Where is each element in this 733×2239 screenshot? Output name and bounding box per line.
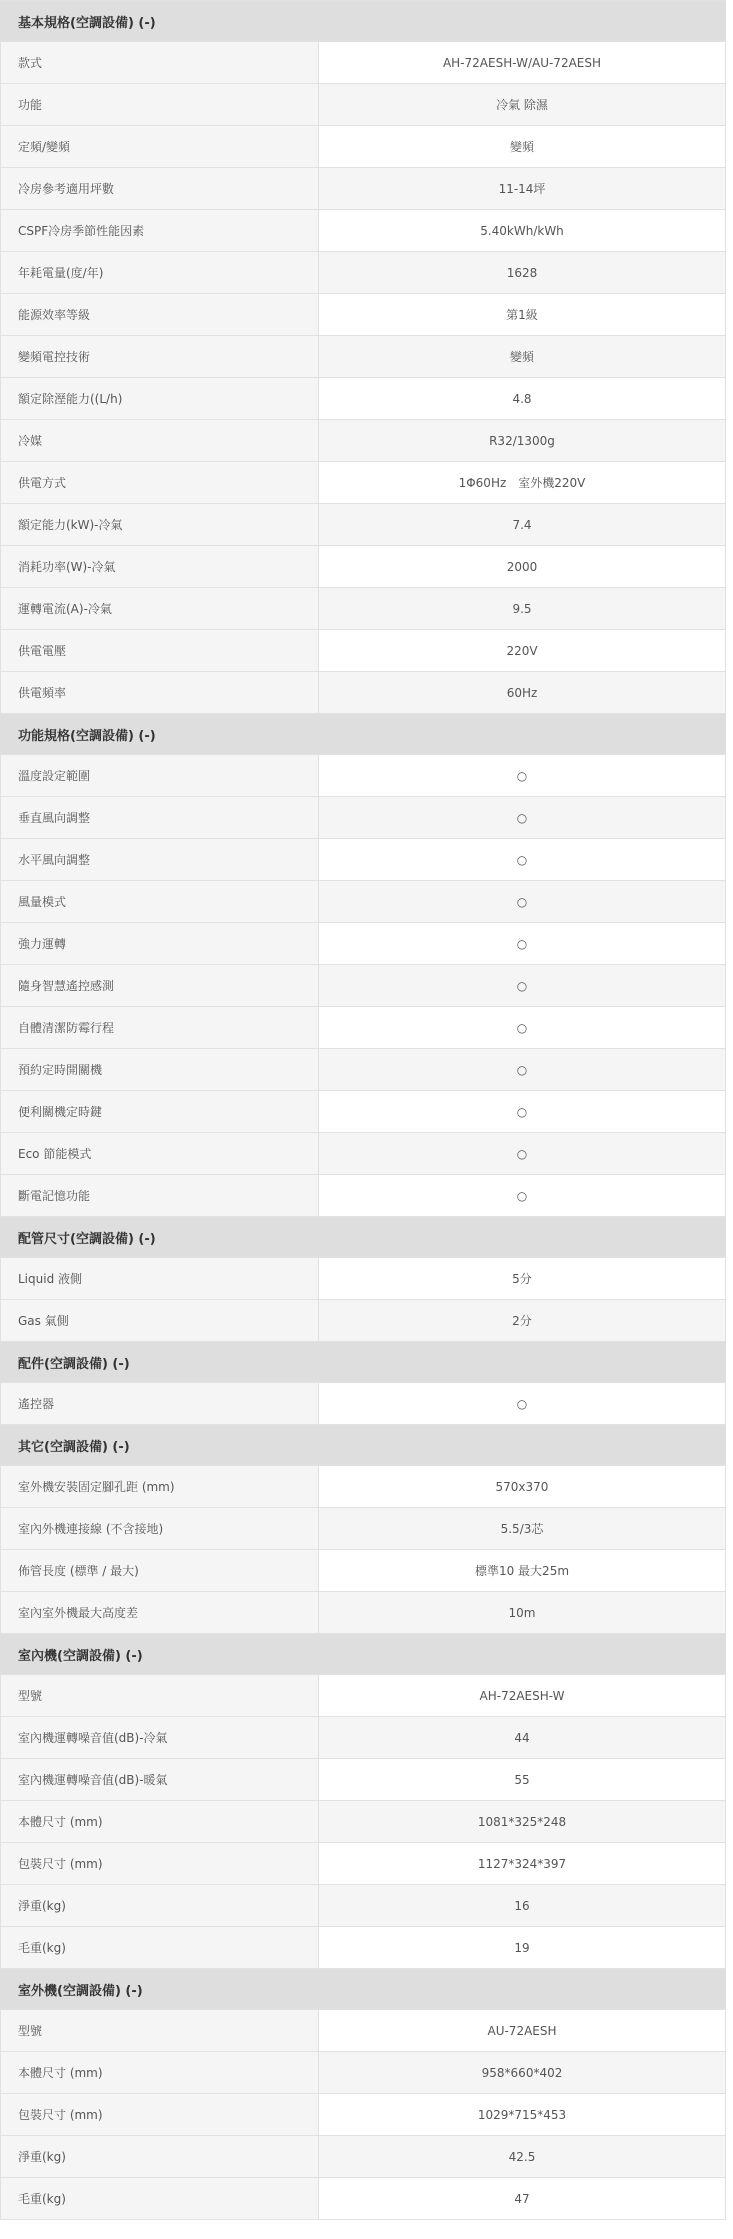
spec-value: 44 <box>319 1717 725 1758</box>
spec-label: Eco 節能模式 <box>1 1133 319 1174</box>
spec-label: 額定除溼能力((L/h) <box>1 378 319 419</box>
spec-value: R32/1300g <box>319 420 725 461</box>
spec-label: 室內機運轉噪音值(dB)-暖氣 <box>1 1759 319 1800</box>
spec-label: 室內室外機最大高度差 <box>1 1592 319 1633</box>
spec-label: 款式 <box>1 42 319 83</box>
spec-row <box>0 336 726 378</box>
spec-value: 11-14坪 <box>319 168 725 209</box>
spec-row <box>0 2136 726 2178</box>
spec-label: CSPF冷房季節性能因素 <box>1 210 319 251</box>
spec-label: 強力運轉 <box>1 923 319 964</box>
spec-value: 7.4 <box>319 504 725 545</box>
spec-row <box>0 1466 726 1508</box>
spec-value: 958*660*402 <box>319 2052 725 2093</box>
spec-value: 標準10 最大25m <box>319 1550 725 1591</box>
spec-row <box>0 210 726 252</box>
spec-row <box>0 126 726 168</box>
spec-row <box>0 1091 726 1133</box>
spec-value: AU-72AESH <box>319 2010 725 2051</box>
spec-label: 供電電壓 <box>1 630 319 671</box>
spec-label: 供電頻率 <box>1 672 319 713</box>
spec-row <box>0 923 726 965</box>
spec-value: ○ <box>319 923 725 964</box>
spec-label: 本體尺寸 (mm) <box>1 2052 319 2093</box>
spec-row <box>0 1258 726 1300</box>
spec-row <box>0 1592 726 1634</box>
spec-label: 溫度設定範圍 <box>1 755 319 796</box>
spec-value: 16 <box>319 1885 725 1926</box>
spec-label: 變頻電控技術 <box>1 336 319 377</box>
spec-row <box>0 42 726 84</box>
spec-label: 功能 <box>1 84 319 125</box>
spec-label: 能源效率等級 <box>1 294 319 335</box>
section-header: 配件(空調設備) (-) <box>0 1342 726 1383</box>
spec-row <box>0 1885 726 1927</box>
spec-value: ○ <box>319 797 725 838</box>
spec-value: 4.8 <box>319 378 725 419</box>
section-header: 功能規格(空調設備) (-) <box>0 714 726 755</box>
spec-label: 垂直風向調整 <box>1 797 319 838</box>
spec-label: 冷房參考適用坪數 <box>1 168 319 209</box>
spec-value: 220V <box>319 630 725 671</box>
spec-row <box>0 1843 726 1885</box>
spec-value: 5分 <box>319 1258 725 1299</box>
spec-label: 自體清潔防霉行程 <box>1 1007 319 1048</box>
spec-row <box>0 1175 726 1217</box>
spec-row <box>0 1508 726 1550</box>
spec-row <box>0 588 726 630</box>
spec-row <box>0 1049 726 1091</box>
spec-label: 淨重(kg) <box>1 1885 319 1926</box>
spec-row <box>0 546 726 588</box>
spec-value: 1Φ60Hz 室外機220V <box>319 462 725 503</box>
section-header: 其它(空調設備) (-) <box>0 1425 726 1466</box>
spec-row <box>0 1759 726 1801</box>
spec-value: 9.5 <box>319 588 725 629</box>
spec-value: 1628 <box>319 252 725 293</box>
spec-value: 1127*324*397 <box>319 1843 725 1884</box>
spec-value: ○ <box>319 965 725 1006</box>
spec-value: 570x370 <box>319 1466 725 1507</box>
spec-label: 定頻/變頻 <box>1 126 319 167</box>
spec-row <box>0 1675 726 1717</box>
spec-row <box>0 672 726 714</box>
spec-label: 風量模式 <box>1 881 319 922</box>
spec-label: 水平風向調整 <box>1 839 319 880</box>
spec-label: 年耗電量(度/年) <box>1 252 319 293</box>
spec-label: 運轉電流(A)-冷氣 <box>1 588 319 629</box>
spec-row <box>0 755 726 797</box>
spec-value: 55 <box>319 1759 725 1800</box>
spec-label: 便利關機定時鍵 <box>1 1091 319 1132</box>
spec-row <box>0 378 726 420</box>
spec-value: 1081*325*248 <box>319 1801 725 1842</box>
spec-value: 2分 <box>319 1300 725 1341</box>
spec-row <box>0 881 726 923</box>
spec-label: 消耗功率(W)-冷氣 <box>1 546 319 587</box>
spec-row <box>0 630 726 672</box>
spec-row <box>0 1300 726 1342</box>
spec-row <box>0 2178 726 2220</box>
spec-label: 毛重(kg) <box>1 2178 319 2219</box>
spec-value: ○ <box>319 1049 725 1090</box>
spec-label: 佈管長度 (標準 / 最大) <box>1 1550 319 1591</box>
spec-row <box>0 252 726 294</box>
spec-row <box>0 1801 726 1843</box>
spec-label: 斷電記憶功能 <box>1 1175 319 1216</box>
spec-row <box>0 1007 726 1049</box>
spec-value: 5.5/3芯 <box>319 1508 725 1549</box>
spec-value: 變頻 <box>319 126 725 167</box>
spec-row <box>0 1383 726 1425</box>
spec-value: ○ <box>319 1091 725 1132</box>
spec-label: 隨身智慧遙控感測 <box>1 965 319 1006</box>
spec-value: AH-72AESH-W <box>319 1675 725 1716</box>
spec-row <box>0 462 726 504</box>
spec-value: 47 <box>319 2178 725 2219</box>
section-header: 配管尺寸(空調設備) (-) <box>0 1217 726 1258</box>
spec-label: 毛重(kg) <box>1 1927 319 1968</box>
spec-label: 包裝尺寸 (mm) <box>1 1843 319 1884</box>
spec-row <box>0 1927 726 1969</box>
spec-value: 10m <box>319 1592 725 1633</box>
spec-value: 變頻 <box>319 336 725 377</box>
spec-label: 淨重(kg) <box>1 2136 319 2177</box>
spec-label: 室內機運轉噪音值(dB)-冷氣 <box>1 1717 319 1758</box>
spec-value: AH-72AESH-W/AU-72AESH <box>319 42 725 83</box>
spec-label: 本體尺寸 (mm) <box>1 1801 319 1842</box>
spec-value: 60Hz <box>319 672 725 713</box>
spec-row <box>0 504 726 546</box>
spec-value: ○ <box>319 1383 725 1424</box>
spec-row <box>0 294 726 336</box>
spec-label: 包裝尺寸 (mm) <box>1 2094 319 2135</box>
spec-value: ○ <box>319 1007 725 1048</box>
spec-value: ○ <box>319 1133 725 1174</box>
spec-value: 1029*715*453 <box>319 2094 725 2135</box>
spec-row <box>0 420 726 462</box>
section-header: 室外機(空調設備) (-) <box>0 1969 726 2010</box>
spec-row <box>0 2094 726 2136</box>
spec-row <box>0 2052 726 2094</box>
spec-label: 室內外機連接線 (不含接地) <box>1 1508 319 1549</box>
spec-row <box>0 84 726 126</box>
spec-value: 42.5 <box>319 2136 725 2177</box>
spec-label: Gas 氣側 <box>1 1300 319 1341</box>
spec-row <box>0 2010 726 2052</box>
spec-label: 型號 <box>1 2010 319 2051</box>
spec-label: 額定能力(kW)-冷氣 <box>1 504 319 545</box>
spec-value: ○ <box>319 881 725 922</box>
spec-label: 供電方式 <box>1 462 319 503</box>
spec-value: 2000 <box>319 546 725 587</box>
spec-row <box>0 839 726 881</box>
spec-value: 19 <box>319 1927 725 1968</box>
spec-row <box>0 1550 726 1592</box>
spec-value: ○ <box>319 839 725 880</box>
spec-value: ○ <box>319 1175 725 1216</box>
spec-row <box>0 965 726 1007</box>
section-header: 基本規格(空調設備) (-) <box>0 1 726 42</box>
spec-label: 室外機安裝固定腳孔距 (mm) <box>1 1466 319 1507</box>
section-header: 室內機(空調設備) (-) <box>0 1634 726 1675</box>
spec-value: ○ <box>319 755 725 796</box>
spec-value: 冷氣 除濕 <box>319 84 725 125</box>
spec-value: 第1級 <box>319 294 725 335</box>
spec-row <box>0 168 726 210</box>
spec-label: 遙控器 <box>1 1383 319 1424</box>
spec-value: 5.40kWh/kWh <box>319 210 725 251</box>
spec-row <box>0 797 726 839</box>
spec-label: 型號 <box>1 1675 319 1716</box>
spec-row <box>0 1717 726 1759</box>
spec-row <box>0 1133 726 1175</box>
spec-label: Liquid 液側 <box>1 1258 319 1299</box>
spec-label: 預約定時開關機 <box>1 1049 319 1090</box>
spec-label: 冷媒 <box>1 420 319 461</box>
